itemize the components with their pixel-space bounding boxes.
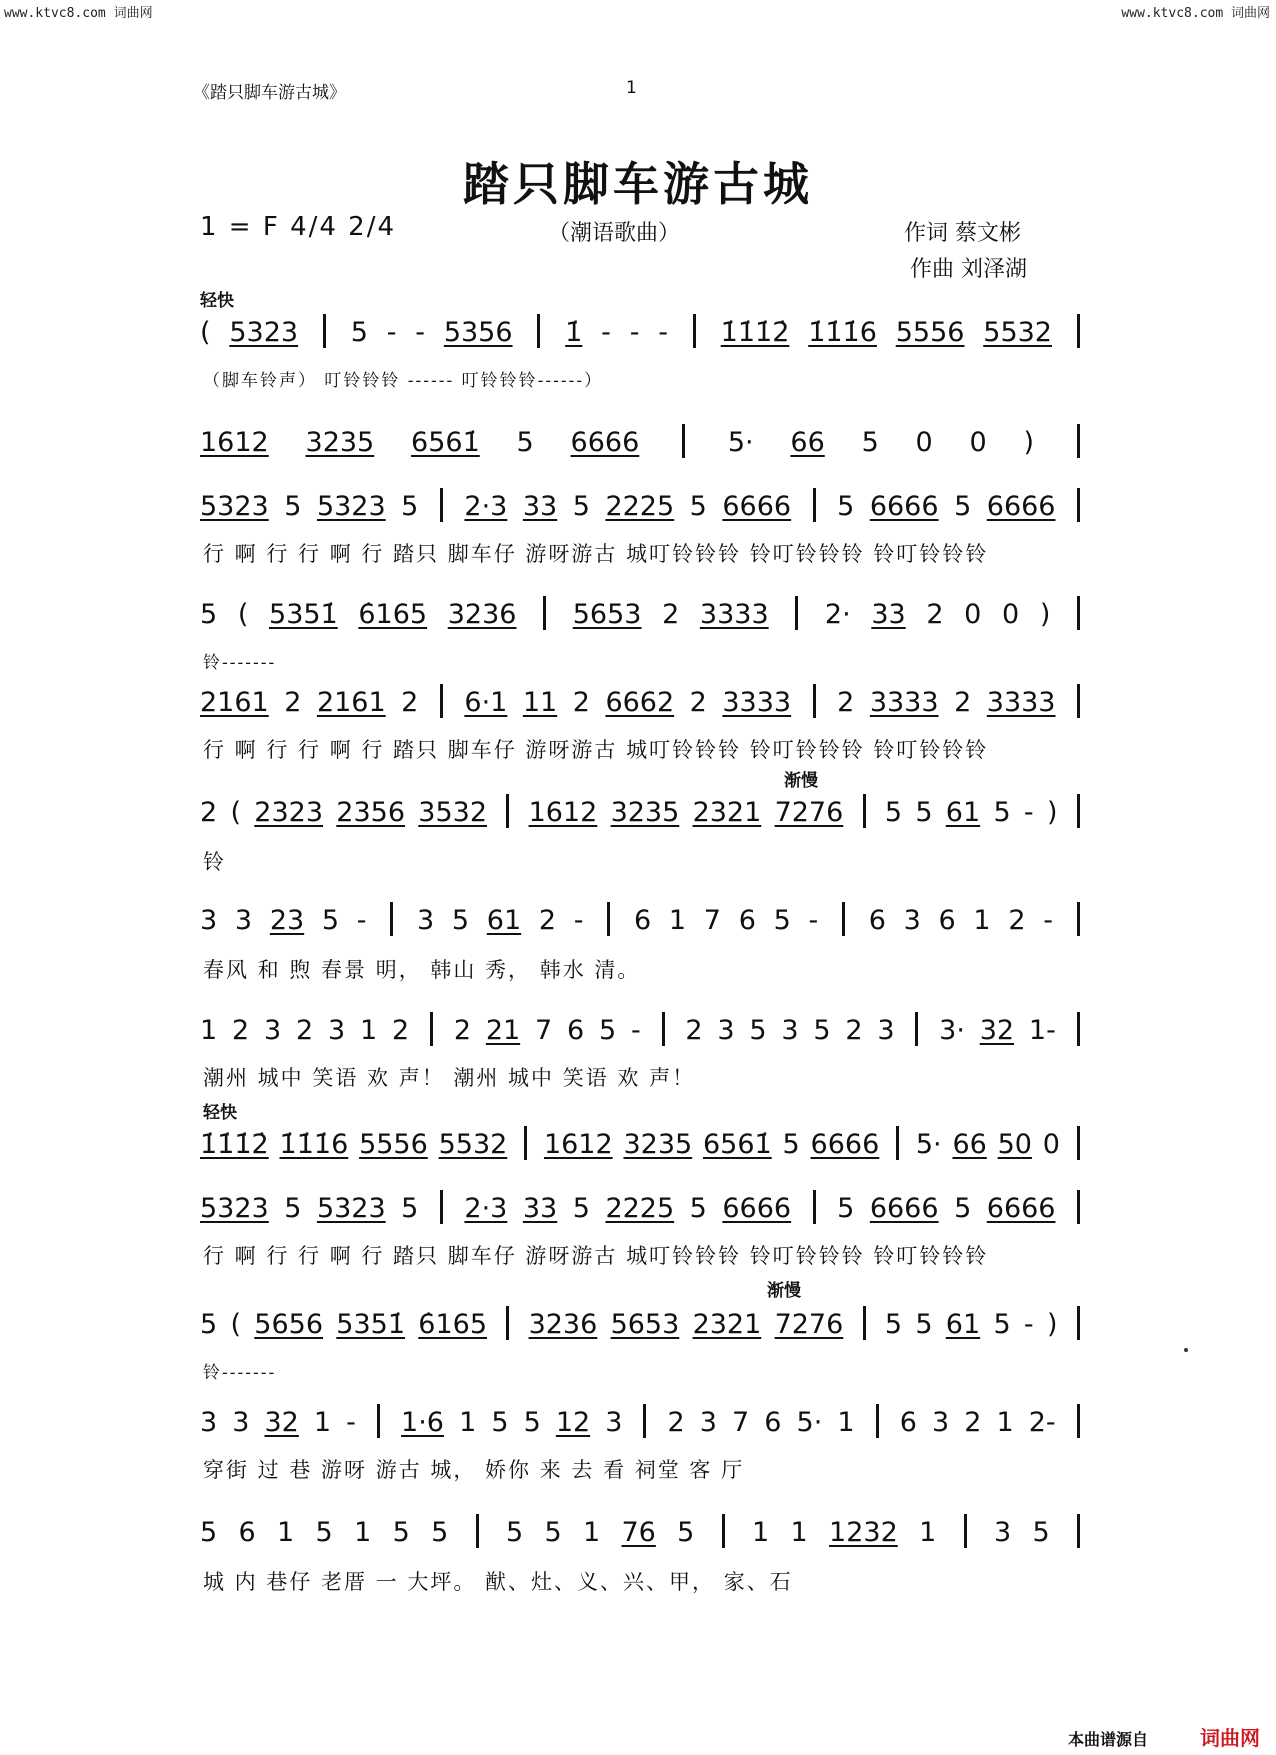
note-group: 1̇ xyxy=(565,317,583,348)
watermark-right: www.ktvc8.com 词曲网 xyxy=(1121,6,1270,21)
note-group: ) xyxy=(1039,599,1051,630)
bar-line xyxy=(1077,1126,1080,1160)
note-group: ) xyxy=(1046,1309,1058,1340)
note-group: 1 xyxy=(996,1407,1014,1438)
note-group: 6 xyxy=(633,905,652,936)
note-group: 66 xyxy=(952,1129,987,1160)
note-group: 3 xyxy=(903,905,921,936)
note-group: 6666 xyxy=(722,1193,792,1224)
note-group: 2 xyxy=(667,1407,685,1438)
key-signature: 1 = F 4/4 2/4 xyxy=(200,212,397,242)
note-group: - xyxy=(386,317,397,348)
note-group: 6̇165 xyxy=(358,599,428,630)
note-group: 2321 xyxy=(692,797,762,828)
note-group: 1 xyxy=(790,1517,808,1548)
note-group: 5 xyxy=(954,1193,972,1224)
note-group: 5 xyxy=(677,1517,695,1548)
bar-line xyxy=(863,794,866,828)
note-group: 5 xyxy=(884,1309,903,1340)
bar-line xyxy=(537,314,540,348)
note-group: 5323 xyxy=(316,1193,386,1224)
note-group: 5 xyxy=(837,491,855,522)
note-group: 2 xyxy=(689,687,707,718)
note-group: 6666 xyxy=(722,491,792,522)
note-group: 5 xyxy=(401,1193,419,1224)
note-group: 2 xyxy=(296,1015,314,1046)
note-group: 0 xyxy=(1042,1129,1060,1160)
note-group: 5532 xyxy=(983,317,1052,348)
note-group: 6666 xyxy=(986,1193,1056,1224)
note-group: - xyxy=(1043,905,1053,936)
note-group: 5 xyxy=(993,1309,1011,1340)
note-group: 5556 xyxy=(895,317,965,348)
note-group: 1 xyxy=(313,1407,332,1438)
note-group: 50 xyxy=(997,1129,1032,1160)
page-number: 1 xyxy=(626,78,637,98)
note-group: 5 xyxy=(350,317,368,348)
note-group: 7 xyxy=(534,1015,553,1046)
notation-line-3 xyxy=(200,488,1086,522)
bar-line xyxy=(722,1514,725,1548)
note-group: 6666 xyxy=(986,491,1056,522)
note-group: 5 xyxy=(598,1015,617,1046)
bar-line xyxy=(524,1126,527,1160)
note-group: 12 xyxy=(555,1407,591,1438)
lyric-line-11: 铃------- xyxy=(203,1363,277,1383)
header-title: 《踏只脚车游古城》 xyxy=(193,83,346,103)
bar-line xyxy=(1077,1306,1080,1340)
note-group: 5656 xyxy=(254,1309,324,1340)
bar-line xyxy=(390,902,393,936)
note-group: 3333 xyxy=(722,687,792,718)
note-group: 5· xyxy=(727,427,754,458)
note-group: 6 xyxy=(738,905,756,936)
notation-line-12 xyxy=(200,1404,1086,1438)
note-group: 5 xyxy=(544,1517,562,1548)
note-group: 5653 xyxy=(572,599,642,630)
bar-line xyxy=(506,1306,509,1340)
note-group: 0 xyxy=(964,599,982,630)
note-group: 1612 xyxy=(200,427,269,458)
bar-line xyxy=(896,1126,899,1160)
note-group: 2 xyxy=(401,687,419,718)
note-group: 2- xyxy=(1028,1407,1056,1438)
bar-line xyxy=(1077,314,1080,348)
note-group: 3 xyxy=(328,1015,346,1046)
note-group: 3 xyxy=(781,1015,799,1046)
note-group: 5 xyxy=(954,491,972,522)
note-group: 5323 xyxy=(229,317,299,348)
note-group: 5 xyxy=(505,1517,524,1548)
note-group: 6561̇ xyxy=(411,427,480,458)
note-group: 5323 xyxy=(200,1193,269,1224)
note-group: 1̇1̇1̇6 xyxy=(808,317,877,348)
note-group: 2161 xyxy=(316,687,386,718)
tempo-mark-4: 渐慢 xyxy=(767,1281,801,1301)
bar-line xyxy=(1077,902,1080,936)
note-group: 5 xyxy=(993,797,1011,828)
bar-line xyxy=(377,1404,380,1438)
note-group: 1 xyxy=(200,1015,218,1046)
note-group: 1 xyxy=(668,905,687,936)
note-group: 5 xyxy=(284,491,302,522)
note-group: 5 xyxy=(861,427,879,458)
note-group: 33 xyxy=(522,1193,558,1224)
note-group: 5· xyxy=(796,1407,823,1438)
note-group: 5 xyxy=(572,1193,590,1224)
lyric-line-8: 潮州 城中 笑语 欢 声！ 潮州 城中 笑语 欢 声！ xyxy=(203,1066,696,1090)
note-group: 2356 xyxy=(336,797,406,828)
tempo-mark-1: 轻快 xyxy=(200,291,234,311)
note-group: 2 xyxy=(284,687,302,718)
note-group: 3236 xyxy=(528,1309,598,1340)
note-group: 5351̇ xyxy=(336,1309,406,1340)
note-group: - xyxy=(573,905,584,936)
note-group: - xyxy=(356,905,367,936)
note-group: - xyxy=(629,317,640,348)
note-group: 2161 xyxy=(200,687,269,718)
note-group: 5 xyxy=(572,491,590,522)
note-group: 11 xyxy=(522,687,558,718)
note-group: ) xyxy=(1023,427,1035,458)
note-group: 23 xyxy=(269,905,305,936)
note-group: 6 xyxy=(238,1517,256,1548)
note-group: 1̇1̇1̇6 xyxy=(279,1129,349,1160)
tempo-mark-2: 渐慢 xyxy=(784,771,818,791)
note-group: ( xyxy=(230,797,242,828)
note-group: 3333 xyxy=(699,599,769,630)
lyricist-credit: 作词 蔡文彬 xyxy=(904,221,1021,246)
note-group: 2 xyxy=(685,1015,703,1046)
note-group: 33 xyxy=(871,599,906,630)
bar-line xyxy=(476,1514,479,1548)
note-group: 6·1 xyxy=(464,687,508,718)
note-group: ( xyxy=(237,599,249,630)
notation-line-6 xyxy=(200,794,1086,828)
note-group: 2 xyxy=(453,1015,471,1046)
note-group: 2 xyxy=(926,599,944,630)
bar-line xyxy=(1077,1190,1080,1224)
bar-line xyxy=(1077,684,1080,718)
song-genre: （潮语歌曲） xyxy=(548,221,681,246)
note-group: 5 xyxy=(782,1129,800,1160)
note-group: 3 xyxy=(993,1517,1012,1548)
note-group: 5 xyxy=(200,599,218,630)
note-group: 3 xyxy=(234,905,253,936)
bar-line xyxy=(813,684,816,718)
note-group: 5323 xyxy=(316,491,386,522)
note-group: 5532 xyxy=(438,1129,508,1160)
notation-line-8 xyxy=(200,1012,1086,1046)
footer-source-label: 本曲谱源自 xyxy=(1068,1730,1149,1749)
note-group: 2 xyxy=(964,1407,982,1438)
note-group: 5 xyxy=(200,1517,218,1548)
footer-logo: 词曲网 xyxy=(1200,1726,1260,1750)
note-group: 0 xyxy=(1001,599,1020,630)
note-group: 3 xyxy=(232,1407,250,1438)
note-group: 3235 xyxy=(610,797,680,828)
note-group: 6 xyxy=(764,1407,782,1438)
note-group: 5 xyxy=(884,797,903,828)
note-group: 1·6 xyxy=(401,1407,444,1438)
note-group: 21 xyxy=(485,1015,521,1046)
bar-line xyxy=(440,1190,443,1224)
note-group: - xyxy=(346,1407,356,1438)
note-group: 33 xyxy=(522,491,558,522)
note-group: 6666 xyxy=(570,427,640,458)
notation-line-5 xyxy=(200,684,1086,718)
note-group: 32 xyxy=(979,1015,1015,1046)
note-group: 76 xyxy=(621,1517,656,1548)
bar-line xyxy=(440,684,443,718)
note-group: - xyxy=(630,1015,641,1046)
bar-line xyxy=(607,902,610,936)
note-group: 5 xyxy=(813,1015,831,1046)
note-group: 5 xyxy=(491,1407,509,1438)
lyric-line-10: 行 啊 行 行 啊 行 踏只 脚车仔 游呀游古 城叮铃铃铃 铃叮铃铃铃 铃叮铃铃铃 xyxy=(203,1244,989,1268)
note-group: 1 xyxy=(837,1407,855,1438)
note-group: 6666 xyxy=(869,1193,939,1224)
note-group: 6 xyxy=(868,905,886,936)
lyric-line-1: （脚车铃声） 叮铃铃铃 ------ 叮铃铃铃------） xyxy=(203,371,604,391)
note-group: 1 xyxy=(582,1517,601,1548)
bar-line xyxy=(682,424,685,458)
note-group: 2·3 xyxy=(464,1193,508,1224)
bar-line xyxy=(1077,424,1080,458)
note-group: 5 xyxy=(915,797,933,828)
note-group: 7276 xyxy=(774,797,844,828)
notation-line-4 xyxy=(200,596,1086,630)
bar-line xyxy=(1077,1404,1080,1438)
note-group: 0 xyxy=(915,427,933,458)
lyric-line-13: 城 内 巷仔 老厝 一 大坪。 猷、灶、义、兴、甲， 家、石 xyxy=(203,1570,793,1594)
note-group: 2 xyxy=(200,797,218,828)
bar-line xyxy=(1077,1514,1080,1548)
note-group: 2 xyxy=(954,687,972,718)
note-group: 1 xyxy=(973,905,991,936)
note-group: 5 xyxy=(315,1517,333,1548)
note-group: 7 xyxy=(703,905,721,936)
note-group: 6666 xyxy=(810,1129,880,1160)
notation-line-10 xyxy=(200,1190,1086,1224)
bar-line xyxy=(1077,488,1080,522)
note-group: 3333 xyxy=(986,687,1056,718)
note-group: 2 xyxy=(1008,905,1026,936)
note-group: 61 xyxy=(945,1309,981,1340)
note-group: 1232 xyxy=(829,1517,898,1548)
note-group: 5356 xyxy=(443,317,513,348)
bar-line xyxy=(662,1012,665,1046)
lyric-line-5: 行 啊 行 行 啊 行 踏只 脚车仔 游呀游古 城叮铃铃铃 铃叮铃铃铃 铃叮铃铃铃 xyxy=(203,738,989,762)
note-group: 5 xyxy=(516,427,534,458)
bar-line xyxy=(813,1190,816,1224)
bar-line xyxy=(506,794,509,828)
note-group: 3 xyxy=(717,1015,735,1046)
lyric-line-4: 铃------- xyxy=(203,653,277,673)
note-group: 6 xyxy=(938,905,956,936)
bar-line xyxy=(543,596,546,630)
notation-line-7 xyxy=(200,902,1086,936)
note-group: 1612 xyxy=(543,1129,613,1160)
note-group: 5 xyxy=(749,1015,767,1046)
bar-line xyxy=(693,314,696,348)
note-group: - xyxy=(1023,1309,1034,1340)
note-group: 5 xyxy=(689,1193,707,1224)
bar-line xyxy=(643,1404,646,1438)
bar-line xyxy=(915,1012,918,1046)
note-group: 1 xyxy=(277,1517,295,1548)
note-group: 6561̇ xyxy=(703,1129,772,1160)
note-group: 5 xyxy=(523,1407,541,1438)
note-group: 7 xyxy=(732,1407,750,1438)
note-group: 2321 xyxy=(692,1309,762,1340)
note-group: - xyxy=(808,905,819,936)
note-group: 1- xyxy=(1028,1015,1056,1046)
note-group: 3 xyxy=(877,1015,895,1046)
notation-line-11 xyxy=(200,1306,1086,1340)
note-group: 3 xyxy=(200,1407,218,1438)
note-group: 2 xyxy=(538,905,557,936)
note-group: 2225 xyxy=(605,1193,675,1224)
note-group: - xyxy=(601,317,611,348)
note-group: 61 xyxy=(486,905,522,936)
note-group: 2 xyxy=(662,599,680,630)
note-group: 3 xyxy=(264,1015,282,1046)
note-group: 6666 xyxy=(869,491,939,522)
note-group: 2 xyxy=(232,1015,250,1046)
note-group: - xyxy=(415,317,426,348)
bar-line xyxy=(1077,794,1080,828)
bar-line xyxy=(842,902,845,936)
note-group: 5· xyxy=(915,1129,942,1160)
note-group: 2·3 xyxy=(464,491,508,522)
note-group: 66 xyxy=(790,427,825,458)
note-group: 2 xyxy=(572,687,590,718)
note-group: 5653 xyxy=(610,1309,680,1340)
bar-line xyxy=(1077,596,1080,630)
note-group: 61 xyxy=(945,797,981,828)
note-group: 5351̇ xyxy=(269,599,338,630)
bar-line xyxy=(440,488,443,522)
note-group: 3 xyxy=(931,1407,950,1438)
note-group: 5 xyxy=(773,905,791,936)
composer-credit: 作曲 刘泽湖 xyxy=(910,257,1027,282)
note-group: 3532 xyxy=(418,797,488,828)
note-group: 6662 xyxy=(605,687,675,718)
note-group: 5 xyxy=(689,491,707,522)
note-group: 2323 xyxy=(254,797,324,828)
note-group: 6 xyxy=(899,1407,917,1438)
note-group: 1 xyxy=(919,1517,937,1548)
note-group: 5 xyxy=(1032,1517,1050,1548)
note-group: 7276 xyxy=(774,1309,844,1340)
note-group: 6̇165 xyxy=(418,1309,488,1340)
note-group: 3333 xyxy=(869,687,939,718)
note-group: 0 xyxy=(969,427,987,458)
note-group: 3 xyxy=(200,905,218,936)
note-group: 2 xyxy=(837,687,855,718)
notation-line-9 xyxy=(200,1126,1086,1160)
bar-line xyxy=(795,596,798,630)
tempo-mark-3: 轻快 xyxy=(203,1103,237,1123)
note-group: 3235 xyxy=(623,1129,693,1160)
note-group: 1612 xyxy=(528,797,598,828)
note-group: 3· xyxy=(939,1015,965,1046)
note-group: 5 xyxy=(837,1193,855,1224)
note-group: 1 xyxy=(354,1517,372,1548)
watermark-left: www.ktvc8.com 词曲网 xyxy=(4,6,153,21)
notation-line-13 xyxy=(200,1514,1086,1548)
note-group: - xyxy=(658,317,669,348)
lyric-line-7: 春风 和 煦 春景 明， 韩山 秀， 韩水 清。 xyxy=(203,958,641,982)
bar-line xyxy=(430,1012,433,1046)
note-group: 5 xyxy=(284,1193,302,1224)
note-group: 1 xyxy=(459,1407,477,1438)
note-group: - xyxy=(1023,797,1034,828)
note-group: 5323 xyxy=(200,491,269,522)
note-group: 5 xyxy=(401,491,419,522)
note-group: 1̇1̇1̇2̇ xyxy=(720,317,790,348)
bar-line xyxy=(964,1514,967,1548)
note-group: 2225 xyxy=(605,491,675,522)
note-group: 5 xyxy=(431,1517,449,1548)
note-group: 6 xyxy=(566,1015,585,1046)
lyric-line-3: 行 啊 行 行 啊 行 踏只 脚车仔 游呀游古 城叮铃铃铃 铃叮铃铃铃 铃叮铃铃铃 xyxy=(203,542,989,566)
bar-line xyxy=(1077,1012,1080,1046)
note-group: 5556 xyxy=(359,1129,428,1160)
note-group: ( xyxy=(200,317,211,348)
note-group: 3236 xyxy=(447,599,517,630)
note-group: 3 xyxy=(605,1407,623,1438)
note-group: 3 xyxy=(699,1407,717,1438)
lyric-line-6: 铃 xyxy=(203,850,226,874)
notation-line-1 xyxy=(200,314,1086,348)
lyric-line-12: 穿街 过 巷 游呀 游古 城， 娇你 来 去 看 祠堂 客 厅 xyxy=(203,1458,745,1482)
note-group: 2 xyxy=(392,1015,410,1046)
note-group: 1 xyxy=(752,1517,770,1548)
song-title: 踏只脚车游古城 xyxy=(463,157,813,211)
note-group: 3 xyxy=(416,905,435,936)
notation-line-2 xyxy=(200,424,1086,458)
note-group: 5 xyxy=(392,1517,410,1548)
note-group: 5 xyxy=(200,1309,218,1340)
speck xyxy=(1184,1348,1188,1352)
note-group: ( xyxy=(230,1309,242,1340)
note-group: 2· xyxy=(824,599,851,630)
bar-line xyxy=(876,1404,879,1438)
bar-line xyxy=(323,314,326,348)
note-group: 5 xyxy=(321,905,340,936)
note-group: 32 xyxy=(264,1407,299,1438)
note-group: ) xyxy=(1046,797,1058,828)
note-group: 5 xyxy=(451,905,470,936)
note-group: 2 xyxy=(845,1015,863,1046)
note-group: 3235 xyxy=(305,427,375,458)
bar-line xyxy=(863,1306,866,1340)
note-group: 1 xyxy=(360,1015,378,1046)
note-group: 1̇1̇1̇2̇ xyxy=(200,1129,269,1160)
bar-line xyxy=(813,488,816,522)
note-group: 5 xyxy=(915,1309,933,1340)
